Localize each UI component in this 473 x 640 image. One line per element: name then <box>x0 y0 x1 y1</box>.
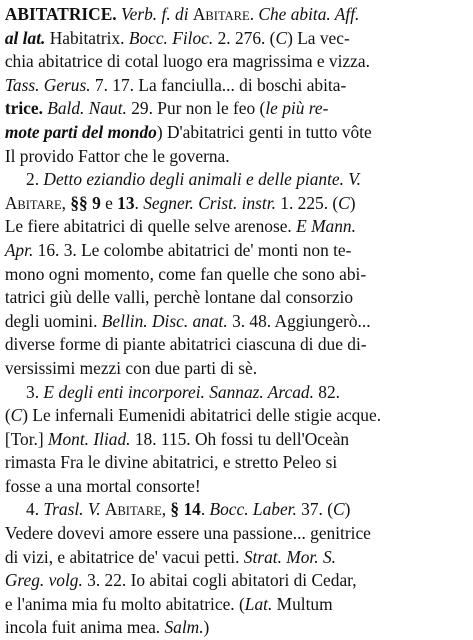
entry-line <box>5 451 467 475</box>
text-run: versissimi mezzi con due parti di sè. <box>4 357 258 378</box>
entry-line <box>5 263 467 287</box>
text-run: e <box>100 192 118 213</box>
text-run: [Tor.] <box>4 428 48 449</box>
text-run: Apr. <box>4 239 34 260</box>
entry-line <box>5 404 467 428</box>
text-run: . <box>134 192 144 213</box>
text-run: . <box>200 499 210 520</box>
text-run: Bald. Naut. <box>47 98 127 119</box>
text-run: E degli enti incorporei. Sannaz. Arcad. <box>43 381 314 402</box>
text-run: 29. Pur non le feo ( <box>126 98 266 119</box>
entry-line <box>5 593 467 617</box>
text-run: ) Le infernali Eumenidi abitatrici delle stigie acque. <box>22 405 382 426</box>
text-run: 16. 3. Le colombe abitatrici de' monti non te- <box>33 239 352 260</box>
text-run: ( <box>4 405 11 426</box>
text-run: mote parti del mondo <box>4 121 157 142</box>
text-run: di vizi, e abitatrice de' vacui petti. <box>4 546 244 567</box>
entry-line <box>5 215 467 239</box>
text-run: Habitatrix. <box>45 27 129 48</box>
text-run: al lat. <box>4 27 46 48</box>
text-run: § 14 <box>170 499 201 520</box>
text-run: , <box>161 499 171 520</box>
entry-line <box>5 546 467 570</box>
text-run: ) <box>349 192 356 213</box>
text-run: Segner. Crist. instr. <box>143 192 276 213</box>
text-run: Abitare. <box>192 4 255 24</box>
text-run: C <box>10 405 23 426</box>
headword: ABITATRICE. <box>4 4 117 24</box>
entry-line <box>5 475 467 499</box>
entry-line <box>5 569 467 593</box>
entry-line <box>5 522 467 546</box>
text-run: §§ 9 <box>70 192 101 213</box>
text-run: fosse a una mortal consorte! <box>4 475 201 496</box>
text-run: trice. <box>4 98 43 119</box>
text-run: Greg. volg. <box>4 570 83 591</box>
entry-line <box>5 145 467 169</box>
text-run: Le fiere abitatrici di quelle selve arenose. <box>4 216 297 237</box>
entry-line <box>5 310 467 334</box>
text-run: degli uomini. <box>4 310 102 331</box>
text-run: Tass. Gerus. <box>4 74 91 95</box>
entry-line <box>5 192 467 216</box>
text-run: tatrici giù delle valli, perchè lontane dal consorzio <box>4 287 354 308</box>
text-run: 82. <box>313 381 340 402</box>
entry-line <box>5 50 467 74</box>
text-run: 3. 48. Aggiungerò... <box>227 310 371 331</box>
text-run: ) La vec- <box>287 27 350 48</box>
text-run: 2. 276. ( <box>213 27 276 48</box>
text-run: le più re- <box>265 98 329 119</box>
text-run: Salm. <box>164 617 204 638</box>
entry-line <box>5 428 467 452</box>
text-run: 3. <box>26 381 44 402</box>
entry-line <box>5 239 467 263</box>
entry-line <box>5 27 467 51</box>
text-run: E Mann. <box>296 216 356 237</box>
text-run: e l'anima mia fu molto abitatrice. ( <box>4 593 245 614</box>
text-run: Il provido Fattor che le governa. <box>4 145 230 166</box>
text-run: chia abitatrice di cotal luogo era magrissima e vizza. <box>4 51 370 72</box>
text-run: 2. <box>26 169 44 190</box>
text-run: Lat. <box>244 593 273 614</box>
text-run: Strat. Mor. S. <box>243 546 336 567</box>
text-run: Verb. f. di <box>120 4 193 24</box>
text-run: Trasl. V. <box>43 499 101 520</box>
entry-line <box>5 357 467 381</box>
text-run: diverse forme di piante abitatrici ciascuna di due di- <box>4 334 367 355</box>
text-run: Detto eziandio degli animali e delle piante. V. <box>43 169 362 190</box>
entry-line <box>5 74 467 98</box>
entry-line <box>5 333 467 357</box>
text-run: Multum <box>272 593 333 614</box>
entry-line <box>5 498 467 522</box>
text-run: 18. 115. Oh fossi tu dell'Oceàn <box>130 428 350 449</box>
text-run: 4. <box>26 499 44 520</box>
text-run: ) <box>203 617 210 638</box>
text-run: 37. ( <box>296 499 334 520</box>
text-run: Bocc. Laber. <box>209 499 297 520</box>
entry-line <box>5 616 467 640</box>
text-run: Mont. Iliad. <box>47 428 131 449</box>
entry-line <box>5 97 467 121</box>
entry-line <box>5 168 467 192</box>
text-run: 7. 17. La fanciulla... di boschi abita- <box>90 74 347 95</box>
text-run: Vedere dovevi amore essere una passione... genitrice <box>4 523 371 544</box>
text-run: Bocc. Filoc. <box>128 27 214 48</box>
text-run: 1. 225. ( <box>275 192 339 213</box>
text-run: ) <box>344 499 351 520</box>
text-run: Abitare <box>104 499 162 520</box>
text-run: C <box>338 192 350 213</box>
text-run: Abitare <box>4 192 62 213</box>
text-run: C <box>275 27 288 48</box>
text-run: mono ogni momento, come fan quelle che sono abi- <box>4 263 367 284</box>
text-run: 13 <box>117 192 135 213</box>
entry-line <box>5 121 467 145</box>
entry-line <box>5 381 467 405</box>
text-run: C <box>333 499 345 520</box>
text-run: , <box>61 192 71 213</box>
entry-line <box>5 286 467 310</box>
text-run: ) D'abitatrici genti in tutto vôte <box>156 121 372 142</box>
text-run: Bellin. Disc. anat. <box>101 310 228 331</box>
text-run: 3. 22. Io abitai cogli abitatori di Cedar, <box>82 570 357 591</box>
text-run: incola fuit anima mea. <box>4 617 165 638</box>
text-run: Che abita. Aff. <box>258 4 360 24</box>
text-run: rimasta Fra le divine abitatrici, e stretto Peleo si <box>4 452 338 473</box>
entry-line <box>5 3 467 27</box>
